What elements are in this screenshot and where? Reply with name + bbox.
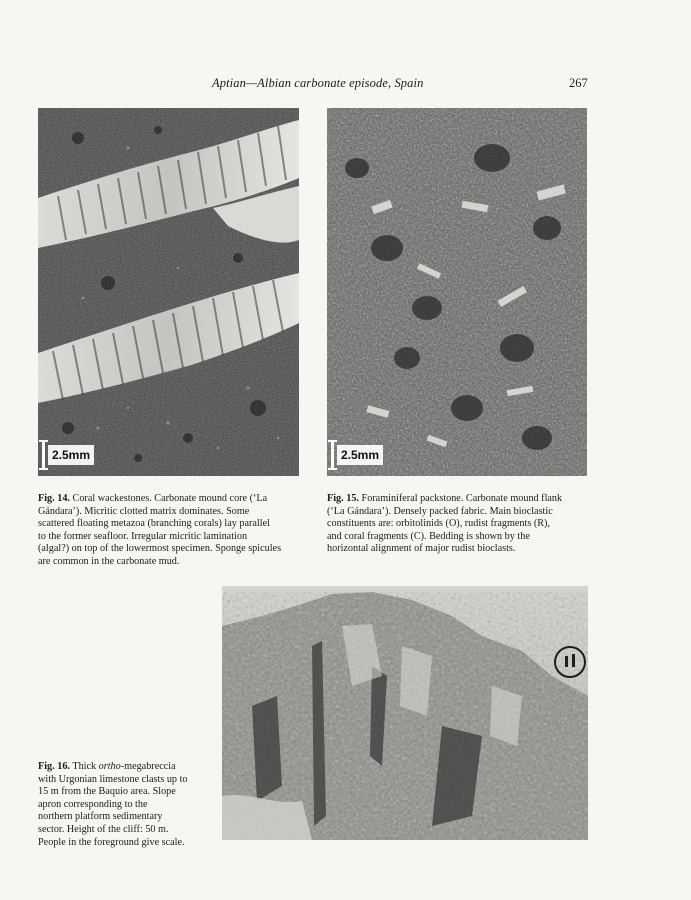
fig14-scale-label: 2.5mm	[48, 445, 94, 465]
fig14-caption-line: to the former seafloor. Irregular micritic lamination	[38, 530, 248, 542]
fig15-scale-label: 2.5mm	[337, 445, 383, 465]
fig16-caption-line: People in the foreground give scale.	[38, 836, 185, 848]
fig14-caption-line: Coral wackestones. Carbonate mound core (‘La	[72, 493, 268, 504]
fig14-caption	[38, 493, 300, 569]
fig16-caption-pre: Thick	[72, 761, 99, 772]
fig14-caption-line: Gándara’). Micritic clotted matrix dominates. Some	[38, 505, 250, 517]
fig15-caption-line: constituents are: orbitolinids (O), rudist fragments (R),	[327, 518, 550, 530]
fig16-caption-line: apron corresponding to the	[38, 798, 148, 810]
fig16-photo-art	[222, 586, 588, 840]
fig14-caption-line: (algal?) on top of the lowermost specimen. Sponge spicules	[38, 543, 282, 555]
fig15-caption-line: and coral fragments (C). Bedding is shown by the	[327, 530, 530, 542]
fig14-caption-line: are common in the carbonate mud.	[38, 555, 180, 567]
fig14-label: Fig. 14.	[38, 493, 70, 504]
fig16-label: Fig. 16.	[38, 761, 70, 772]
fig16-caption-post: -megabreccia	[120, 761, 176, 772]
fig16-caption-line: 15 m from the Baquio area. Slope	[38, 786, 176, 798]
fig15-caption-line: horizontal alignment of major rudist bioclasts.	[327, 543, 516, 555]
fig15-scale-bar	[331, 440, 383, 470]
scale-bar-line	[331, 440, 334, 470]
fig15-photomicrograph	[327, 108, 587, 476]
fig15-label: Fig. 15.	[327, 493, 359, 504]
fig16-caption-italic: ortho	[98, 761, 121, 772]
fig14-photomicrograph	[38, 108, 299, 476]
running-title: Aptian—Albian carbonate episode, Spain	[212, 76, 424, 90]
fig16-caption-line: with Urgonian limestone clasts up to	[38, 773, 188, 785]
fig16-cliff-photograph	[222, 586, 588, 840]
fig14-photo-art	[38, 108, 299, 476]
fig16-caption-line: northern platform sedimentary	[38, 811, 163, 823]
fig16-caption-line: sector. Height of the cliff: 50 m.	[38, 823, 169, 835]
fig15-caption	[327, 493, 589, 556]
fig14-caption-line: scattered floating metazoa (branching corals) lay parallel	[38, 518, 270, 530]
fig14-scale-bar	[42, 440, 94, 470]
fig15-photo-art	[327, 108, 587, 476]
fig16-caption	[38, 761, 210, 849]
running-head	[0, 76, 691, 94]
page-number: 267	[569, 76, 588, 90]
fig15-caption-line: (‘La Gándara’). Densely packed fabric. Main bioclastic	[327, 505, 553, 517]
scale-bar-line	[42, 440, 45, 470]
fig15-caption-line: Foraminiferal packstone. Carbonate mound flank	[361, 493, 563, 504]
